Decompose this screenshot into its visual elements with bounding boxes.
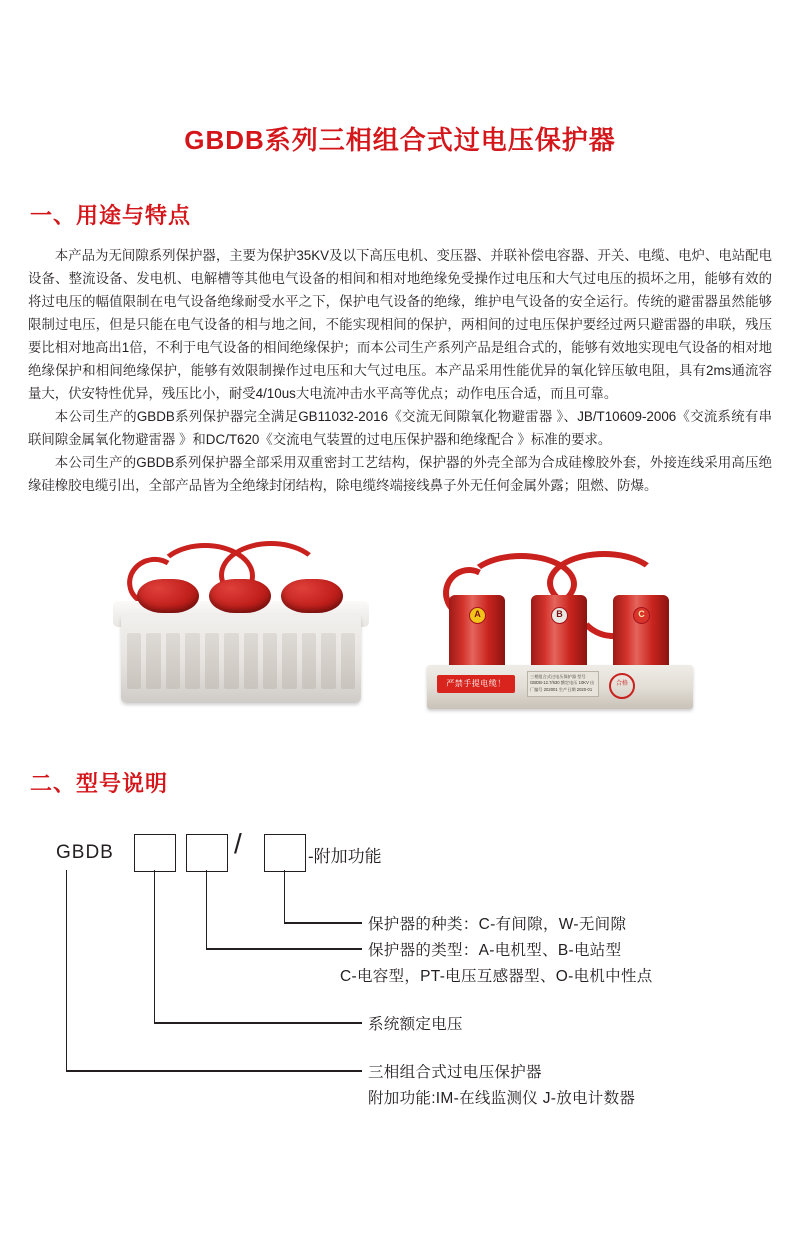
- model-suffix: -附加功能: [308, 847, 382, 867]
- product-photo-red: [409, 523, 709, 723]
- phase-mark-c: C: [633, 607, 650, 624]
- warning-label: 严禁手提电缆！: [437, 675, 515, 693]
- paragraph-3: 本公司生产的GBDB系列保护器全部采用双重密封工艺结构，保护器的外壳全部为合成硅橡胶外套，外接连线采用高压绝缘硅橡胶电缆引出，全部产品皆为全绝缘封闭结构，除电缆终端接线鼻子外无任何金属外露；阻燃、防爆。: [28, 455, 772, 494]
- fin: [244, 633, 258, 689]
- legend-item-kind: 保护器的种类：C-有间隙，W-无间隙: [368, 916, 627, 934]
- fin: [302, 633, 316, 689]
- quality-seal: 合格: [609, 673, 635, 699]
- fin: [166, 633, 180, 689]
- housing-fins: [127, 633, 355, 689]
- legend-item-extra-function: 附加功能:IM-在线监测仪 J-放电计数器: [368, 1090, 636, 1108]
- paragraph-1: 本产品为无间隙系列保护器，主要为保护35KV及以下高压电机、变压器、并联补偿电容器、开关、电缆、电炉、电站配电设备、整流设备、发电机、电解槽等其他电气设备的相间和相对地绝缘免受操作过电压和大气过电压的损坏之用，能够有效的将过电压的幅值限制在电气设备绝缘耐受水平之下，保护电气设备的绝缘，维护电气设备的安全运行。传统的避雷器虽然能够限制过电压，但是只能在电气设备的相与地之间，不能实现相间的保护，两相间的过电压保护要经过两只避雷器的串联，残压要比相对地高出1倍，不利于电气设备的相间绝缘保护；而本公司生产系列产品是组合式的，能够有效地实现电气设备的相对地绝缘保护和相间绝缘保护，能够有效限制操作过电压和大气过电压。本产品采用性能优异的氧化锌压敏电阻，具有2ms通流容量大，伏安特性优异，残压比小，耐受4/10us大电流冲击水平高等优点；动作电压合适，而且可靠。: [28, 247, 772, 401]
- leader-vertical-0: [66, 870, 67, 1070]
- product-photo-white: [91, 523, 391, 723]
- model-box-1: [134, 834, 176, 872]
- fin: [146, 633, 160, 689]
- leader-vertical-1: [154, 870, 155, 1022]
- model-prefix: GBDB: [56, 842, 114, 864]
- phase-cap-c: [281, 579, 343, 613]
- leader-horizontal-2: [206, 948, 362, 949]
- paragraph-2: 本公司生产的GBDB系列保护器完全满足GB11032-2016《交流无间隙氧化物避雷器 》、JB/T10609-2006《交流系统有串联间隙金属氧化物避雷器 》和DC/T620《交流电气装置的过电压保护器和绝缘配合 》标准的要求。: [28, 408, 772, 447]
- fin: [224, 633, 238, 689]
- phase-cap-b: [209, 579, 271, 613]
- fin: [341, 633, 355, 689]
- leader-horizontal-3: [284, 922, 362, 923]
- legend-item-type-cont: C-电容型，PT-电压互感器型、O-电机中性点: [340, 968, 653, 986]
- legend-item-type: 保护器的类型：A-电机型、B-电站型: [368, 942, 622, 960]
- leader-vertical-3: [284, 870, 285, 922]
- phase-cap-a: [137, 579, 199, 613]
- legend-item-product-name: 三相组合式过电压保护器: [368, 1064, 542, 1082]
- fin: [185, 633, 199, 689]
- model-box-2: [186, 834, 228, 872]
- model-box-3: [264, 834, 306, 872]
- model-separator: /: [234, 828, 242, 860]
- section-heading-model: 二、型号说明: [30, 771, 169, 797]
- fin: [263, 633, 277, 689]
- legend-item-rated-voltage: 系统额定电压: [368, 1016, 463, 1034]
- section-body-usage: [28, 230, 772, 498]
- phase-mark-b: B: [551, 607, 568, 624]
- nameplate: 三相组合式过电压保护器 型号 GBDB-12.7/630 额定电压 10KV 出厂编号 202001 生产日期 2020-01: [527, 671, 599, 697]
- section-heading-usage: 一、用途与特点: [30, 202, 192, 228]
- product-photo-row: [28, 523, 772, 723]
- page-title: GBDB系列三相组合式过电压保护器: [184, 125, 616, 155]
- fin: [127, 633, 141, 689]
- phase-mark-a: A: [469, 607, 486, 624]
- fin: [282, 633, 296, 689]
- leader-horizontal-1: [154, 1022, 362, 1023]
- fin: [321, 633, 335, 689]
- model-designation-diagram: [28, 820, 772, 1120]
- leader-horizontal-0: [66, 1070, 362, 1071]
- fin: [205, 633, 219, 689]
- leader-vertical-2: [206, 870, 207, 948]
